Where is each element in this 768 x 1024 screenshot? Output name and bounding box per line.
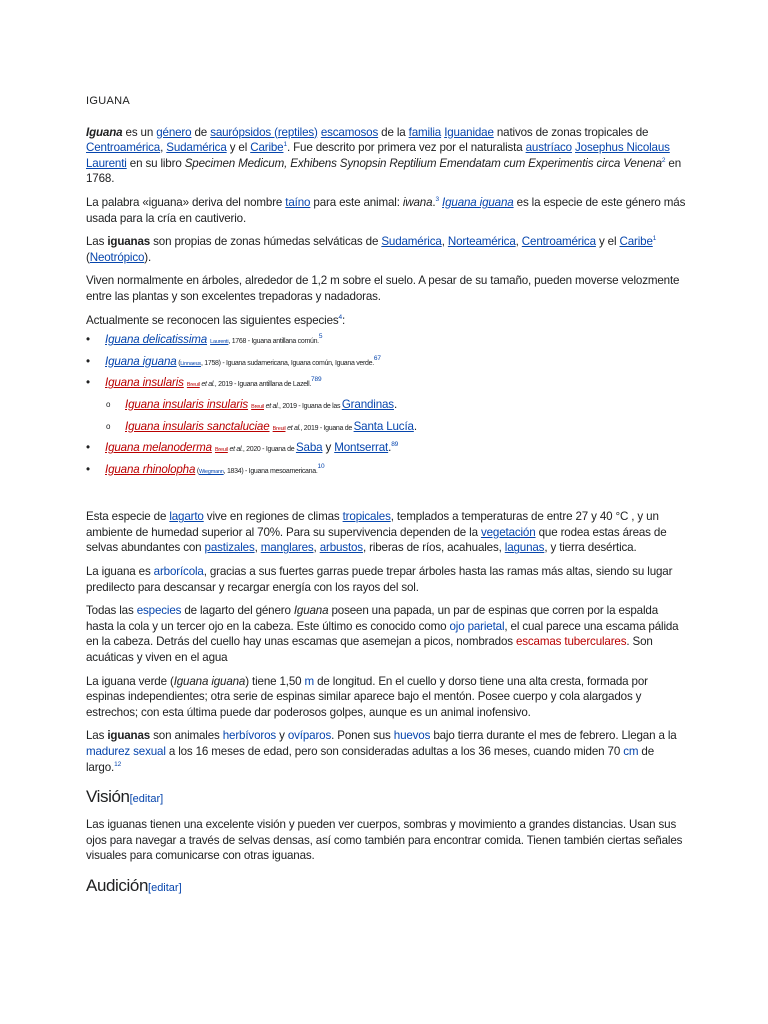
bullet-icon: • — [86, 462, 90, 476]
ref-789[interactable]: 789 — [311, 376, 322, 384]
link-lagunas[interactable]: lagunas — [504, 541, 545, 555]
link-vegetacion[interactable]: vegetación — [480, 525, 536, 539]
link-laurenti[interactable]: Josephus Nicolaus Laurenti — [86, 141, 670, 170]
bullet-icon: • — [86, 441, 90, 455]
link-iguana-insularis[interactable]: Iguana insularis — [105, 376, 184, 390]
species-list — [86, 332, 686, 480]
author-breuil[interactable]: Breuil — [214, 447, 228, 454]
link-sudamerica[interactable]: Sudamérica — [166, 141, 227, 155]
list-item: • Iguana iguana (Linnaeus, 1758) - Iguana sudamericana, Iguana común, Iguana verde.$^{67}$ — [86, 354, 381, 368]
link-huevos[interactable]: huevos — [393, 729, 431, 743]
edit-link-audicion[interactable]: [editar] — [148, 881, 182, 894]
ref-89[interactable]: 89 — [391, 441, 399, 449]
link-iguana-insularis-insularis[interactable]: Iguana insularis insularis — [125, 397, 249, 411]
ref-10[interactable]: 10 — [317, 462, 325, 470]
genus-name: Iguana — [86, 125, 123, 139]
link-iguana-delicatissima[interactable]: Iguana delicatissima — [105, 333, 208, 347]
author-breuil[interactable]: Breuil — [272, 425, 286, 432]
species-intro: Actualmente se reconocen las siguientes especies$^4$: — [86, 313, 346, 327]
habitat-paragraph: Las iguanas son propias de zonas húmedas selváticas de Sudamérica, Norteamérica, Centroamérica y el Caribe$^1$ (Neotrópico). — [86, 235, 657, 264]
link-ojo-parietal[interactable]: ojo parietal — [449, 619, 505, 633]
link-lagarto[interactable]: lagarto — [169, 510, 204, 524]
link-madurez-sexual[interactable]: madurez sexual — [86, 745, 166, 758]
link-pastizales[interactable]: pastizales — [204, 541, 255, 555]
link-iguana-rhinolopha[interactable]: Iguana rhinolopha — [105, 462, 196, 476]
list-item: • Iguana delicatissima Laurenti, 1768 - Iguana antillana común.$^5$ — [86, 333, 323, 347]
edit-link-vision[interactable]: [editar] — [129, 793, 164, 806]
link-iguana-insularis-sanctaluciae[interactable]: Iguana insularis sanctaluciae — [125, 419, 270, 433]
arboreal-paragraph: La iguana es arborícola, gracias a sus fuertes garras puede trepar árboles hasta las ramas más altas, siendo su lugar predilecto para descansar y recargar energía con los rayos del sol. — [86, 565, 673, 594]
ref-12[interactable]: 12 — [114, 760, 122, 768]
spacer — [86, 483, 686, 509]
link-santa-lucia[interactable]: Santa Lucía — [353, 419, 414, 433]
list-item: o Iguana insularis sanctaluciae Breuil et al., 2019 - Iguana de Santa Lucía. — [106, 419, 417, 433]
list-item: o Iguana insularis insularis Breuil et al., 2019 - Iguana de las Grandinas. — [106, 397, 398, 411]
ref-1b[interactable]: 1 — [652, 235, 657, 243]
link-iguana-iguana-2[interactable]: Iguana iguana — [105, 354, 177, 368]
link-genero[interactable]: género — [156, 125, 192, 139]
link-neotropico[interactable]: Neotrópico — [89, 250, 145, 264]
link-centroamerica[interactable]: Centroamérica — [86, 141, 161, 155]
book-title: Specimen Medicum, Exhibens Synopsin Reptilium Emendatam cum Experimentis circa Venena — [184, 156, 662, 170]
link-centroamerica-2[interactable]: Centroamérica — [521, 235, 596, 249]
link-iguanidae[interactable]: Iguanidae — [444, 125, 494, 139]
link-cm[interactable]: cm — [623, 745, 639, 758]
link-austriaco[interactable]: austríaco — [525, 141, 572, 155]
page-title: IGUANA — [86, 95, 130, 107]
link-familia[interactable]: familia — [408, 125, 442, 139]
ref-67[interactable]: 67 — [373, 354, 381, 362]
link-caribe[interactable]: Caribe — [250, 141, 284, 155]
intro-paragraph: Iguana es un género de saurópsidos (reptiles) escamosos de la familia Iguanidae nativos de zonas tropicales de Centroamérica, Sudamérica y el Caribe$^1$. Fue descrito por primera vez por el naturalista austríaco Josephus Nicolaus Laurenti en su libro Specimen Medicum, Exhibens Synopsin Reptilium Emendatam cum Experimentis circa Venena$^2$ en 1768. — [86, 125, 682, 186]
sub-bullet-icon: o — [106, 421, 111, 431]
link-norteamerica[interactable]: Norteamérica — [447, 235, 516, 249]
link-montserrat[interactable]: Montserrat — [334, 441, 389, 455]
ref-3[interactable]: 3 — [435, 196, 439, 204]
ref-5[interactable]: 5 — [318, 333, 323, 341]
link-tropicales[interactable]: tropicales — [342, 510, 391, 524]
link-saba[interactable]: Saba — [295, 441, 323, 455]
link-caribe-2[interactable]: Caribe — [619, 235, 653, 249]
link-iguana-melanoderma[interactable]: Iguana melanoderma — [105, 441, 212, 455]
link-arboricola[interactable]: arborícola — [153, 565, 204, 579]
link-taino[interactable]: taíno — [285, 195, 311, 209]
link-manglares[interactable]: manglares — [260, 541, 314, 555]
link-oviparos[interactable]: ovíparos — [287, 729, 332, 743]
bullet-icon: • — [86, 354, 90, 368]
size-paragraph: La iguana verde (Iguana iguana) tiene 1,50 m de longitud. En el cuello y dorso tiene una alta cresta, formada por espinas independientes; otra serie de espinas similar aparece bajo el mentón. Posee cuerpo y cola alargados y estrechos; con esta última puede dar poderosos golpes, aunque es un animal inofensivo. — [86, 674, 648, 719]
author-wiegmann[interactable]: Wiegmann — [198, 468, 224, 475]
list-item: • Iguana insularis Breuil et al., 2019 - Iguana antillana de Lazell.$^{789}$ — [86, 376, 322, 390]
author-laurenti[interactable]: Laurenti — [210, 339, 229, 346]
link-grandinas[interactable]: Grandinas — [341, 397, 394, 411]
link-sauropsidos[interactable]: saurópsidos (reptiles) — [210, 125, 318, 139]
ref-4[interactable]: 4 — [338, 313, 342, 321]
behavior-paragraph: Viven normalmente en árboles, alrededor de 1,2 m sobre el suelo. A pesar de su tamaño, pueden moverse velozmente entre las plantas y son excelentes trepadoras y nadadoras. — [86, 274, 680, 303]
list-item: • Iguana melanoderma Breuil et al., 2020 - Iguana de Saba y Montserrat.$^{89}$ — [86, 441, 399, 455]
section-heading-audicion: Audición[editar] — [86, 875, 182, 895]
author-linnaeus[interactable]: Linnaeus — [180, 360, 201, 367]
section-heading-vision: Visión[editar] — [86, 787, 164, 807]
link-m[interactable]: m — [304, 674, 315, 688]
bullet-icon: • — [86, 333, 90, 347]
link-arbustos[interactable]: arbustos — [319, 541, 363, 555]
link-sudamerica-2[interactable]: Sudamérica — [381, 235, 442, 249]
vision-paragraph: Las iguanas tienen una excelente visión y pueden ver cuerpos, sombras y movimiento a grandes distancias. Usan sus ojos para navegar a través de selvas densas, así como también para encontrar comida. Tienen también ciertas señales visuales para comunicarse con otras iguanas. — [86, 818, 683, 863]
link-escamosos[interactable]: escamosos — [320, 125, 379, 139]
ref-2[interactable]: 2 — [661, 156, 666, 164]
link-iguana-iguana[interactable]: Iguana iguana — [442, 195, 514, 209]
list-item: • Iguana rhinolopha (Wiegmann, 1834) - Iguana mesoamericana.$^{10}$ — [86, 462, 325, 476]
sub-bullet-icon: o — [106, 399, 111, 409]
author-breuil[interactable]: Breuil — [186, 382, 200, 389]
link-especies[interactable]: especies — [136, 604, 182, 618]
bullet-icon: • — [86, 376, 90, 390]
author-breuil[interactable]: Breuil — [251, 403, 265, 410]
reproduction-paragraph: Las iguanas son animales herbívoros y ovíparos. Ponen sus huevos bajo tierra durante el mes de febrero. Llegan a la madurez sexual a los 16 meses de edad, pero son consideradas adultas a los 36 meses, cuando miden 70 cm de largo.$^{12}$ — [86, 729, 677, 774]
ref-1[interactable]: 1 — [283, 141, 287, 149]
link-escamas-tuberculares[interactable]: escamas tuberculares — [515, 635, 627, 649]
anatomy-paragraph: Todas las especies de lagarto del género Iguana poseen una papada, un par de espinas que corren por la espalda hasta la cola y un tercer ojo en la cabeza. Este último es conocido como ojo parietal, el cual parece una escama pálida en la cabeza. Detrás del cuello hay unas escamas que asemejan a picos, nombrados escamas tuberculares. Son acuáticas y viven en el agua — [86, 604, 679, 665]
etymology-paragraph: La palabra «iguana» deriva del nombre taíno para este animal: iwana.$^3$ Iguana iguana es la especie de este género más usada para la cría en cautiverio. — [86, 195, 686, 225]
link-herbivoros[interactable]: herbívoros — [222, 729, 277, 743]
climate-paragraph: Esta especie de lagarto vive en regiones de climas tropicales, templados a temperaturas de entre 27 y 40 °C , y un ambiente de humedad superior al 70%. Para su supervivencia dependen de la vegetación que rodea estas áreas de selvas abundantes con pastizales, manglares, arbustos, riberas de ríos, acahuales, lagunas, y tierra desértica. — [86, 510, 667, 555]
